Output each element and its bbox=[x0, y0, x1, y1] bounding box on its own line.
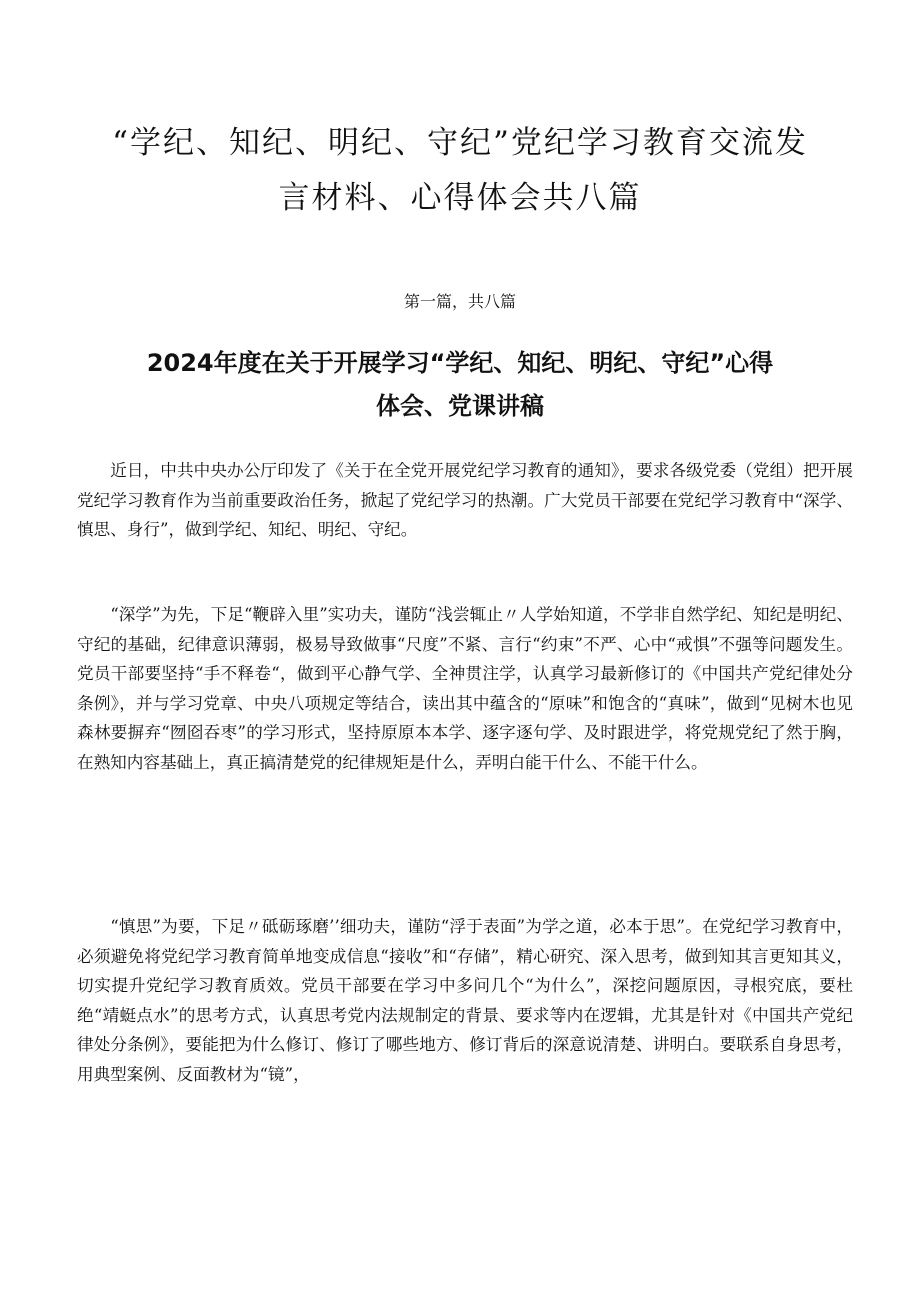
paragraph-1: 近日，中共中央办公厅印发了《关于在全党开展党纪学习教育的通知》，要求各级党委（党组）把开展党纪学习教育作为当前重要政治任务，掀起了党纪学习的热潮。广大党员干部要在党纪学习教育中“深学、慎思、身行”，做到学纪、知纪、明纪、守纪。 bbox=[77, 461, 853, 539]
paragraph-2: “深学”为先，下足“鞭辟入里”实功夫，谨防“浅尝辄止〃人学始知道，不学非自然学纪、知纪是明纪、守纪的基础，纪律意识薄弱，极易导致做事“尺度”不紧、言行“约束”不严、心中“戒惧”不强等问题发生。党员干部要坚持“手不释卷“，做到平心静气学、全神贯注学，认真学习最新修订的《中国共产党纪律处分条例》，并与学习党章、中央八项规定等结合，读出其中蕴含的“原味”和饱含的“真味”，做到“见树木也见森林要摒弃“囫囵吞枣”的学习形式，坚持原原本本学、逐字逐句学、及时跟进学，将党规党纪了然于胸，在熟知内容基础上，真正搞清楚党的纪律规矩是什么，弄明白能干什么、不能干什么。 bbox=[77, 605, 853, 772]
article-title-line-1: 2024年度在关于开展学习“学纪、知纪、明纪、守纪”心得 bbox=[146, 349, 774, 377]
document-title-line-2: 言材料、心得体会共八篇 bbox=[278, 180, 642, 216]
article-title bbox=[80, 342, 840, 428]
article-title-line-2: 体会、党课讲稿 bbox=[376, 392, 544, 420]
document-title-line-1: “学纪、知纪、明纪、守纪”党纪学习教育交流发 bbox=[112, 125, 808, 161]
section-label: 第一篇，共八篇 bbox=[403, 292, 516, 311]
paragraph-3: “慎思”为要，下足〃砥砺琢磨’’细功夫，谨防“浮于表面”为学之道，必本于思”。在党纪学习教育中，必须避免将党纪学习教育简单地变成信息“接收”和“存储”，精心研究、深入思考，做到知其言更知其义，切实提升党纪学习教育质效。党员干部要在学习中多问几个“为什么”，深挖问题原因，寻根究底，要杜绝“靖蜓点水”的思考方式，认真思考党内法规制定的背景、要求等内在逻辑，尤其是针对《中国共产党纪律处分条例》，要能把为什么修订、修订了哪些地方、修订背后的深意说清楚、讲明白。要联系自身思考，用典型案例、反面教材为“镜”， bbox=[77, 917, 853, 1084]
document-title bbox=[60, 116, 860, 226]
